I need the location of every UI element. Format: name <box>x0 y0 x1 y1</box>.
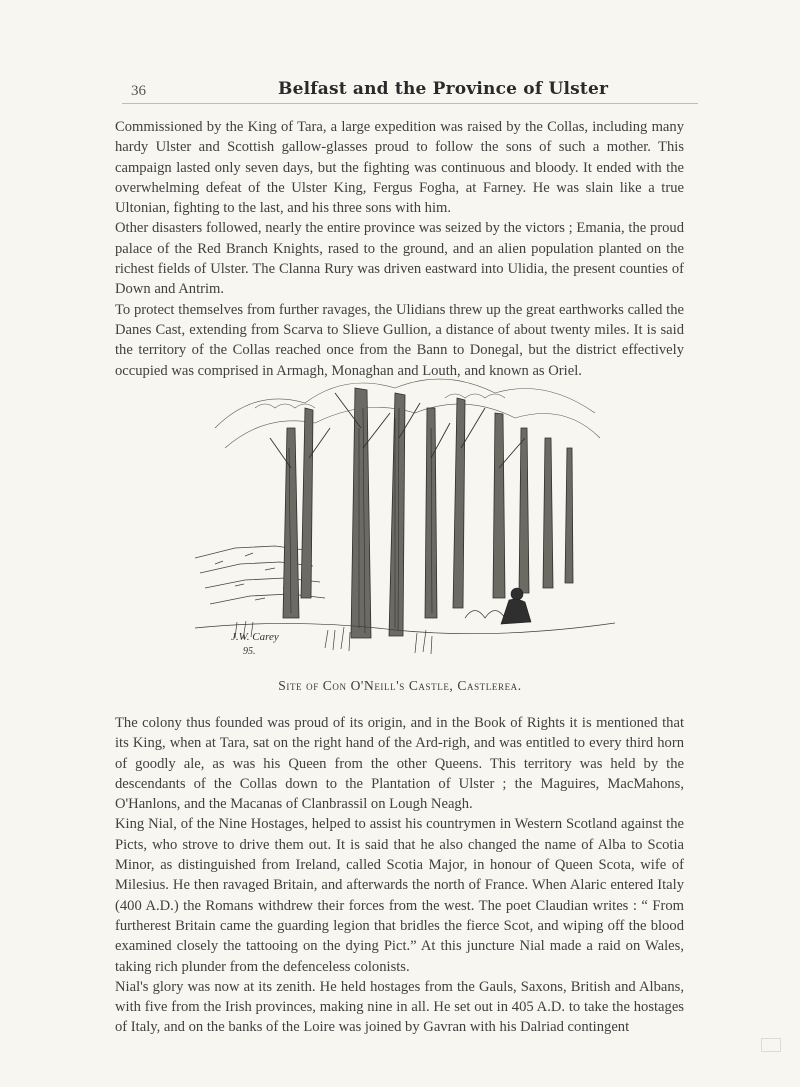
text-block-bottom <box>115 713 684 1038</box>
artist-signature: J.W. Carey <box>231 631 279 643</box>
artist-signature-year: 95. <box>243 646 256 657</box>
woodland-illustration <box>195 368 615 670</box>
header-rule <box>122 103 698 104</box>
paragraph: Nial's glory was now at its zenith. He held hostages from the Gauls, Saxons, British and Albans, with five from the Irish provinces, making nine in all. He set out in 405 A.D. to take the hostages of Italy, and on the banks of the Loire was joined by Gavran with his Dalriad contingent <box>115 978 684 1036</box>
paragraph: To protect themselves from further ravages, the Ulidians threw up the great earthworks called the Danes Cast, extending from Scarva to Slieve Gullion, a distance of about twenty miles. It is said the territory of the Collas reached once from the Bann to Donegal, but the district effectively occupied was comprised in Armagh, Monaghan and Louth, and known as Oriel. <box>115 301 684 379</box>
paragraph: The colony thus founded was proud of its origin, and in the Book of Rights it is mentioned that its King, when at Tara, sat on the right hand of the Ard-righ, and was entitled to every third horn of goodly ale, as was his Queen from the other Queens. This territory was held by the descendants of the Collas down to the Plantation of Ulster ; the Maguires, MacMahons, O'Hanlons, and the Macanas of Clanbrassil on Lough Neagh. <box>115 715 684 813</box>
page-corner-mark <box>761 1038 781 1052</box>
text-block-top <box>115 117 684 381</box>
paragraph: Commissioned by the King of Tara, a large expedition was raised by the Collas, including many hardy Ulster and Scottish gallow-glasses proud to follow the sons of such a mother. This campaign lasted only seven days, but the fighting was continuous and bloody. It ended with the overwhelming defeat of the Ulster King, Fergus Fogha, at Farney. He was slain like a true Ultonian, fighting to the last, and his three sons with him. <box>115 119 684 217</box>
figure-caption: Site of Con O'Neill's Castle, Castlerea. <box>278 678 522 693</box>
page-number: 36 <box>131 83 146 99</box>
paragraph: Other disasters followed, nearly the entire province was seized by the victors ; Emania, the proud palace of the Red Branch Knights, rased to the ground, and an alien population planted on the richest fields of Ulster. The Clanna Rury was driven eastward into Ulidia, the present counties of Down and Antrim. <box>115 220 684 298</box>
paragraph: King Nial, of the Nine Hostages, helped to assist his countrymen in Western Scotland against the Picts, who strove to drive them out. It is said that he also changed the name of Alba to Scotia Minor, as distinguished from Ireland, called Scotia Major, in honour of Queen Scota, wife of Milesius. He then ravaged Britain, and afterwards the north of France. When Alaric entered Italy (400 A.D.) the Romans withdrew their forces from the west. The poet Claudian writes : “ From furtherest Britain came the guarding legion that bridles the fierce Scot, and wiping off the blood examined closely the tattooing on the dying Pict.” At this juncture Nial made a raid on Wales, taking rich plunder from the defenceless colonists. <box>115 816 684 975</box>
running-title: Belfast and the Province of Ulster <box>278 79 609 99</box>
